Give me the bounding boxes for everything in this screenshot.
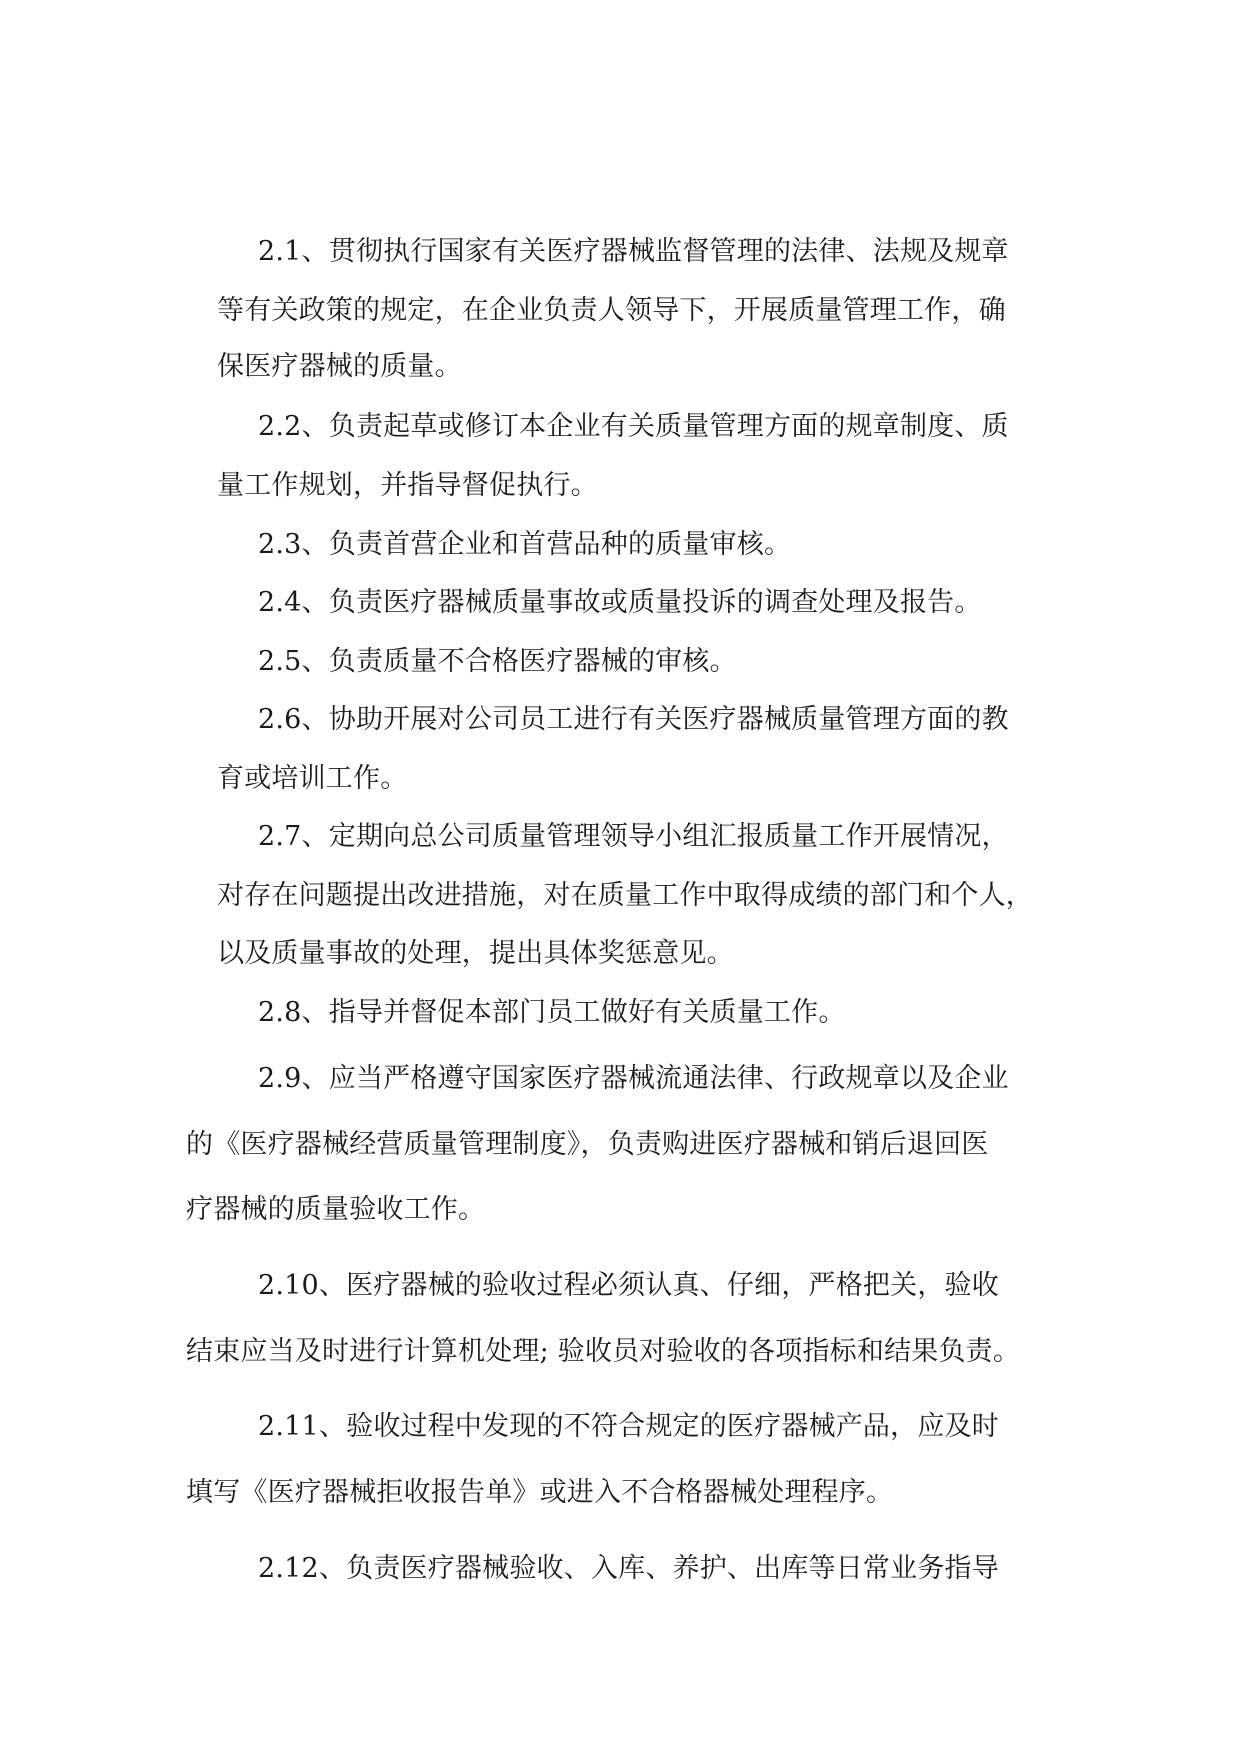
text-line: 的《医疗器械经营质量管理制度》，负责购进医疗器械和销后退回医 (186, 1129, 989, 1160)
text-line: 以及质量事故的处理，提出具体奖惩意见。 (217, 938, 734, 969)
text-line: 2.6、协助开展对公司员工进行有关医疗器械质量管理方面的教 (258, 704, 1009, 735)
text-line: 等有关政策的规定，在企业负责人领导下，开展质量管理工作，确 (217, 295, 1006, 326)
text-line: 2.2、负责起草或修订本企业有关质量管理方面的规章制度、质 (258, 411, 1009, 442)
text-line: 填写《医疗器械拒收报告单》或进入不合格器械处理程序。 (186, 1477, 894, 1508)
text-line: 2.7、定期向总公司质量管理领导小组汇报质量工作开展情况， (258, 821, 1009, 852)
text-line: 2.11、验收过程中发现的不符合规定的医疗器械产品，应及时 (258, 1411, 999, 1442)
text-line: 保医疗器械的质量。 (217, 351, 462, 382)
text-line: 2.3、负责首营企业和首营品种的质量审核。 (258, 529, 792, 560)
text-line: 结束应当及时进行计算机处理; 验收员对验收的各项指标和结果负责。 (186, 1336, 1021, 1367)
text-line: 2.4、负责医疗器械质量事故或质量投诉的调查处理及报告。 (258, 587, 982, 618)
text-line: 2.1、贯彻执行国家有关医疗器械监督管理的法律、法规及规章 (258, 236, 1009, 267)
text-line: 2.10、医疗器械的验收过程必须认真、仔细，严格把关，验收 (258, 1270, 999, 1301)
text-line: 2.5、负责质量不合格医疗器械的审核。 (258, 646, 737, 677)
text-line: 育或培训工作。 (217, 763, 408, 794)
text-line: 疗器械的质量验收工作。 (186, 1194, 486, 1225)
text-line: 2.9、应当严格遵守国家医疗器械流通法律、行政规章以及企业 (258, 1063, 1009, 1094)
text-line: 2.8、指导并督促本部门员工做好有关质量工作。 (258, 997, 846, 1028)
text-line: 2.12、负责医疗器械验收、入库、养护、出库等日常业务指导 (258, 1553, 999, 1584)
text-line: 对存在问题提出改进措施，对在质量工作中取得成绩的部门和个人， (217, 880, 1033, 911)
text-line: 量工作规划，并指导督促执行。 (217, 470, 598, 501)
